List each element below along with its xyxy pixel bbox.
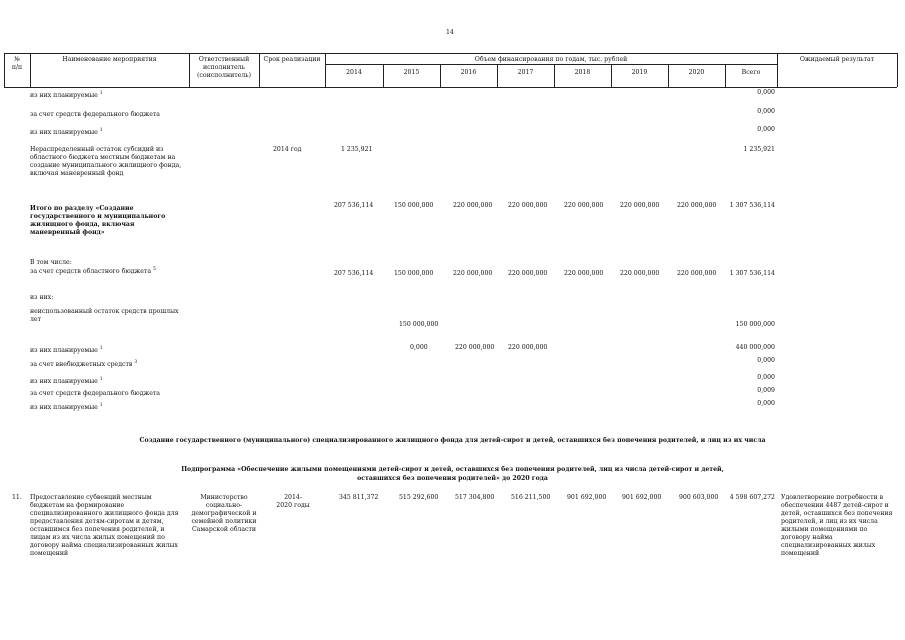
row-total: 1 235,921 bbox=[743, 146, 775, 153]
item-name: Предоставление субвенций местным бюджетам на формирование специализированного жилищного фонда для предоставления детям-сиротам и детям, оставшимся без попечения родителей, и лицам из их числа жилых помещений по договору найма специализированных жилых помещений bbox=[30, 494, 179, 557]
row-value-2018: 220 000,000 bbox=[564, 202, 604, 209]
subprogram-title-line-2: оставшихся без попечения родителей» до 2020 года bbox=[357, 475, 548, 482]
item-result: Удовлетворение потребности в обеспечении 4487 детей-сирот и детей, оставшихся без попечения родителей, и лиц из их числа жилыми помещениями по договору найма специализированных жилых помещений bbox=[781, 494, 893, 557]
row-value-2016: 220 000,000 bbox=[455, 344, 495, 351]
section-title: Создание государственного (муниципального) специализированного жилищного фонда для детей-сирот и детей, оставшихся без попечения родителей, и лиц из их числа bbox=[139, 437, 766, 444]
item-responsible: Министерство социально-демографической и семейной политики Самарской области bbox=[191, 494, 257, 533]
row-value-2016: 220 000,000 bbox=[453, 202, 493, 209]
row-label: из них планируемые $^1$ bbox=[30, 376, 103, 385]
header-year-2015: 2015 bbox=[403, 69, 420, 76]
row-label: из них: bbox=[30, 294, 54, 301]
subprogram-title-line-1: Подпрограмма «Обеспечение жилыми помещениями детей-сирот и детей, оставшихся без попечения родителей, лиц из числа детей-сирот и детей, bbox=[181, 466, 724, 473]
row-label-section-total: Итого по разделу «Создание государственного и муниципального жилищного фонда, включая маневренный фонд» bbox=[30, 205, 166, 236]
row-value-2019: 220 000,000 bbox=[620, 270, 660, 277]
header-total: Всего bbox=[741, 69, 761, 76]
row-value-2017: 220 000,000 bbox=[508, 344, 548, 351]
header-year-2020: 2020 bbox=[688, 69, 705, 76]
row-label: В том числе: bbox=[30, 259, 72, 266]
row-value-2015: 150 000,000 bbox=[399, 321, 439, 328]
row-total: 1 307 536,114 bbox=[729, 270, 775, 277]
row-total: 1 307 536,114 bbox=[729, 202, 775, 209]
row-value-2019: 220 000,000 bbox=[620, 202, 660, 209]
page-number: 14 bbox=[446, 29, 454, 36]
header-year-2019: 2019 bbox=[631, 69, 648, 76]
row-label: за счет средств федерального бюджета bbox=[30, 111, 160, 118]
row-total: 0,000 bbox=[757, 108, 775, 115]
row-value-2015: 150 000,000 bbox=[394, 270, 434, 277]
row-value-2014: 1 235,921 bbox=[341, 146, 373, 153]
row-label: за счет средств областного бюджета $^5$ bbox=[30, 266, 156, 275]
item-total: 4 598 607,272 bbox=[729, 494, 775, 501]
row-value-2014: 207 536,114 bbox=[334, 270, 374, 277]
row-label: из них планируемые $^1$ bbox=[30, 90, 103, 99]
item-value-2019: 901 692,000 bbox=[622, 494, 662, 501]
row-value-2018: 220 000,000 bbox=[564, 270, 604, 277]
header-num: № п/п bbox=[11, 56, 23, 71]
row-total: 0,000 bbox=[757, 89, 775, 96]
item-value-2018: 901 692,000 bbox=[567, 494, 607, 501]
header-financing: Объем финансирования по годам, тыс. рублей bbox=[474, 56, 628, 63]
row-value-2016: 220 000,000 bbox=[453, 270, 493, 277]
row-label: за счет внебюджетных средств $^3$ bbox=[30, 359, 138, 368]
row-total: 0,000 bbox=[757, 126, 775, 133]
header-responsible: Ответственный исполнитель (соисполнитель) bbox=[196, 56, 252, 79]
row-label: за счет средств федерального бюджета bbox=[30, 390, 160, 397]
header-result: Ожидаемый результат bbox=[799, 56, 875, 63]
row-total: 150 000,000 bbox=[735, 321, 775, 328]
item-value-2020: 900 603,000 bbox=[679, 494, 719, 501]
row-label: Нераспределенный остаток субсидий из областного бюджета местным бюджетам на создание муниципального жилищного фонда, включая маневренный фонд bbox=[30, 146, 182, 177]
header-year-2018: 2018 bbox=[574, 69, 591, 76]
row-value-2020: 220 000,000 bbox=[677, 202, 717, 209]
row-total: 440 000,000 bbox=[735, 344, 775, 351]
row-value-2020: 220 000,000 bbox=[677, 270, 717, 277]
row-value-2015: 150 000,000 bbox=[394, 202, 434, 209]
row-label: из них планируемые $^1$ bbox=[30, 402, 103, 411]
row-total: 0,000 bbox=[757, 400, 775, 407]
item-value-2016: 517 304,800 bbox=[455, 494, 495, 501]
row-total: 0,009 bbox=[757, 387, 775, 394]
row-label: неиспользованный остаток средств прошлых лет bbox=[30, 308, 179, 323]
row-value-2017: 220 000,000 bbox=[508, 202, 548, 209]
row-term: 2014 год bbox=[273, 146, 302, 153]
header-term: Срок реализации bbox=[263, 56, 321, 63]
item-value-2015: 515 292,600 bbox=[399, 494, 439, 501]
header-year-2017: 2017 bbox=[517, 69, 534, 76]
item-value-2014: 345 811,372 bbox=[339, 494, 379, 501]
row-total: 0,000 bbox=[757, 374, 775, 381]
item-number: 11. bbox=[12, 494, 22, 501]
row-total: 0,000 bbox=[757, 357, 775, 364]
row-value-2017: 220 000,000 bbox=[508, 270, 548, 277]
item-value-2017: 516 211,500 bbox=[511, 494, 551, 501]
item-term: 2014- 2020 годы bbox=[276, 494, 310, 509]
row-label: из них планируемые $^1$ bbox=[30, 345, 103, 354]
header-year-2016: 2016 bbox=[460, 69, 477, 76]
row-value-2015: 0,000 bbox=[410, 344, 428, 351]
row-label: из них планируемые $^1$ bbox=[30, 127, 103, 136]
header-name: Наименование мероприятия bbox=[62, 56, 157, 63]
row-value-2014: 207 536,114 bbox=[334, 202, 374, 209]
header-year-2014: 2014 bbox=[346, 69, 362, 76]
